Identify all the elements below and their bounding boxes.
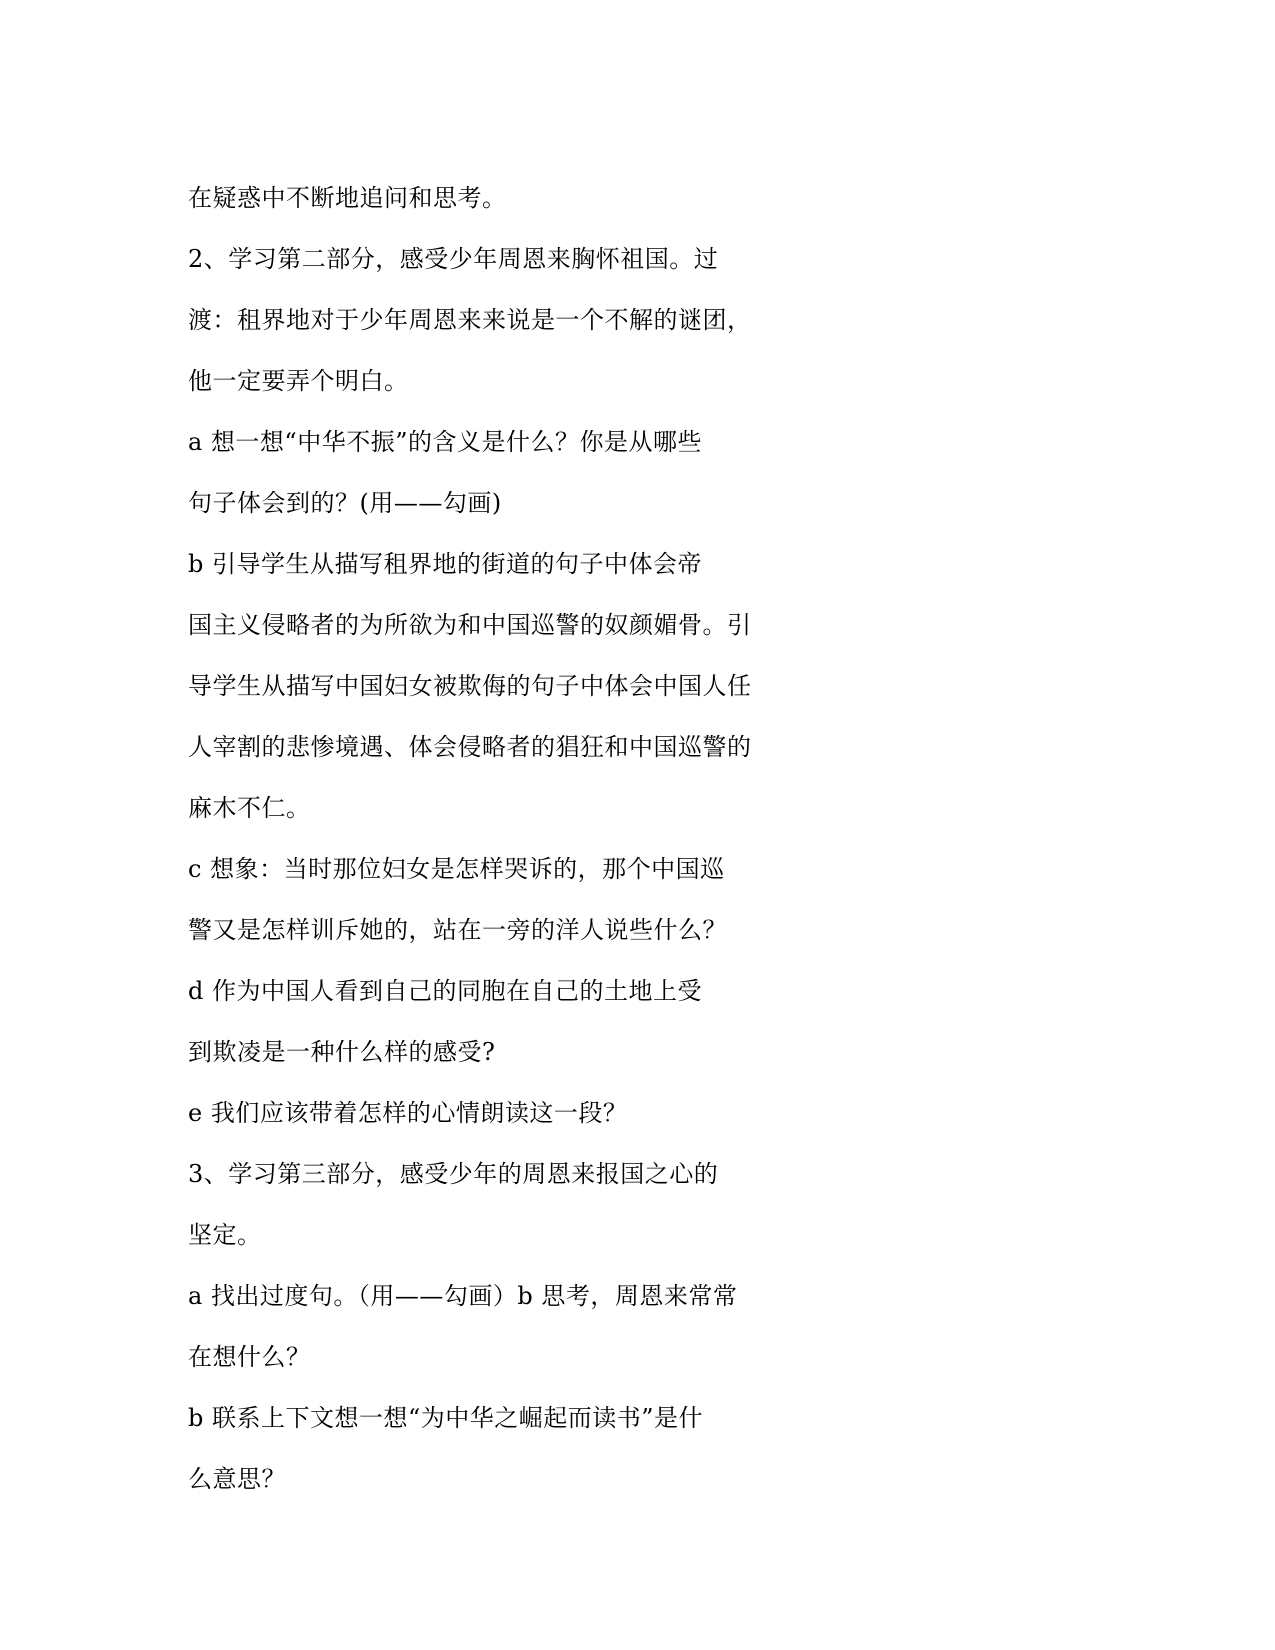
text-line: 么意思？	[188, 1465, 286, 1493]
text-line: 在想什么？	[188, 1343, 311, 1371]
text-line: d 作为中国人看到自己的同胞在自己的土地上受	[188, 977, 702, 1005]
text-line: 到欺凌是一种什么样的感受?	[188, 1038, 496, 1066]
text-line: 2、学习第二部分，感受少年周恩来胸怀祖国。过	[188, 245, 719, 273]
text-line: 麻木不仁。	[188, 794, 311, 822]
text-line: 导学生从描写中国妇女被欺侮的句子中体会中国人任	[188, 672, 752, 700]
text-line: 他一定要弄个明白。	[188, 367, 409, 395]
text-line: e 我们应该带着怎样的心情朗读这一段？	[188, 1099, 628, 1127]
text-line: 人宰割的悲惨境遇、体会侵略者的猖狂和中国巡警的	[188, 733, 752, 761]
text-line: a 找出过度句。（用——勾画）b 思考，周恩来常常	[188, 1282, 738, 1310]
text-line: 警又是怎样训斥她的，站在一旁的洋人说些什么？	[188, 916, 727, 944]
text-line: 句子体会到的？(用——勾画)	[188, 489, 502, 517]
text-line: 3、学习第三部分，感受少年的周恩来报国之心的	[188, 1160, 719, 1188]
text-line: 渡：租界地对于少年周恩来来说是一个不解的谜团，	[188, 306, 752, 334]
text-line: 坚定。	[188, 1221, 262, 1249]
text-line: 在疑惑中不断地追问和思考。	[188, 184, 507, 212]
text-line: 国主义侵略者的为所欲为和中国巡警的奴颜媚骨。引	[188, 611, 752, 639]
body-text	[188, 168, 768, 1510]
text-line: b 引导学生从描写租界地的街道的句子中体会帝	[188, 550, 702, 578]
text-line: b 联系上下文想一想“为中华之崛起而读书”是什	[188, 1404, 704, 1432]
text-line: c 想象：当时那位妇女是怎样哭诉的，那个中国巡	[188, 855, 725, 883]
text-line: a 想一想“中华不振”的含义是什么？你是从哪些	[188, 428, 702, 456]
